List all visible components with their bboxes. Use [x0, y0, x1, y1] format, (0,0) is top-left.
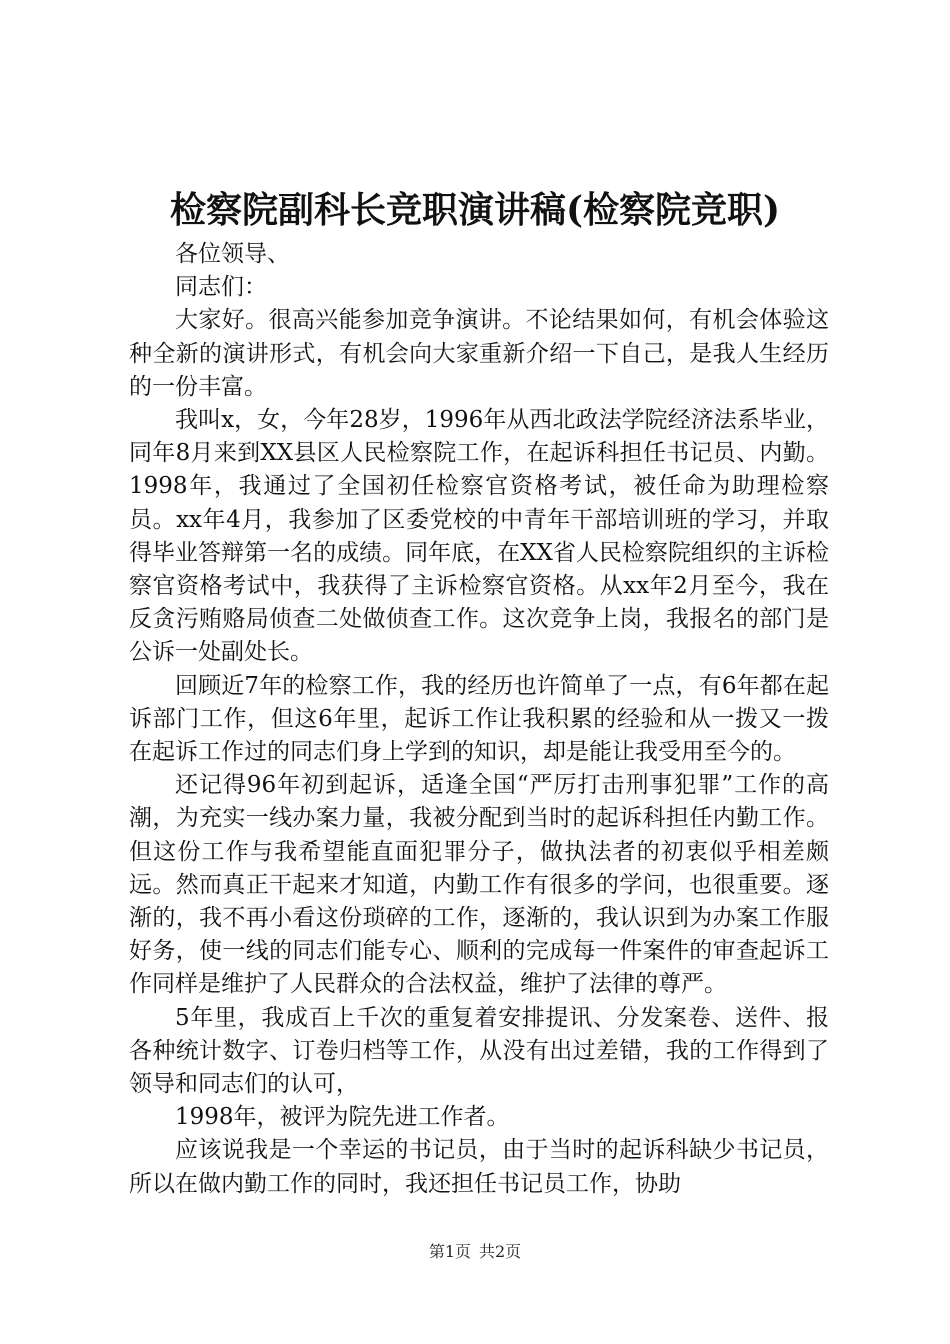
body-paragraph: 1998年，被评为院先进工作者。	[175, 1104, 510, 1131]
salutation-line: 同志们：	[175, 274, 267, 301]
salutation-line: 各位领导、	[175, 241, 290, 267]
page-number: 第1页	[428, 1242, 471, 1261]
page-total: 共2页	[479, 1242, 522, 1261]
body-paragraph: 我叫x，女，今年28岁，1996年从西北政法学院经济法系毕业，同年8月来到XX县区人民检察院工作，在起诉科担任书记员、内勤。1998年，我通过了全国初任检察官资格考试，被任命为助理检察员。xx年4月，我参加了区委党校的中青年干部培训班的学习，并取得毕业答辩第一名的成绩。同年底，在XX省人民检察院组织的主诉检察官资格考试中，我获得了主诉检察官资格。从xx年2月至今，我在反贪污贿赂局侦查二处做侦查工作。这次竞争上岗，我报名的部门是公诉一处副处长。	[129, 407, 829, 666]
body-paragraph: 回顾近7年的检察工作，我的经历也许简单了一点，有6年都在起诉部门工作，但这6年里，起诉工作让我积累的经验和从一拨又一拨在起诉工作过的同志们身上学到的知识，却是能让我受用至今的。	[129, 672, 829, 766]
body-paragraph: 应该说我是一个幸运的书记员，由于当时的起诉科缺少书记员，所以在做内勤工作的同时，我还担任书记员工作，协助	[129, 1137, 829, 1197]
page-footer	[0, 1241, 950, 1263]
body-paragraph: 还记得96年初到起诉，适逢全国“严厉打击刑事犯罪”工作的高潮，为充实一线办案力量，我被分配到当时的起诉科担任内勤工作。但这份工作与我希望能直面犯罪分子，做执法者的初衷似乎相差颇远。然而真正干起来才知道，内勤工作有很多的学问，也很重要。逐渐的，我不再小看这份琐碎的工作，逐渐的，我认识到为办案工作服好务，使一线的同志们能专心、顺利的完成每一件案件的审查起诉工作同样是维护了人民群众的合法权益，维护了法律的尊严。	[129, 772, 829, 998]
body-paragraph: 5年里，我成百上千次的重复着安排提讯、分发案卷、送件、报各种统计数字、订卷归档等工作，从没有出过差错，我的工作得到了领导和同志们的认可，	[129, 1004, 829, 1098]
document-body	[129, 238, 829, 1201]
document-title: 检察院副科长竞职演讲稿(检察院竞职)	[169, 189, 781, 231]
body-paragraph: 大家好。很高兴能参加竞争演讲。不论结果如何，有机会体验这种全新的演讲形式，有机会向大家重新介绍一下自己，是我人生经历的一份丰富。	[129, 307, 829, 400]
